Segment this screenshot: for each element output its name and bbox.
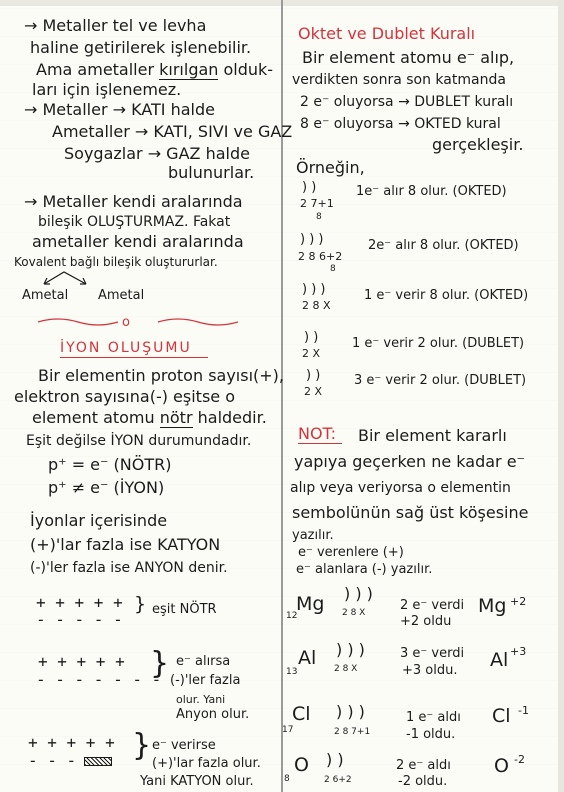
shell-result: 8: [316, 212, 322, 222]
ion-symbol: Cl: [492, 705, 511, 727]
brace-icon: }: [150, 646, 170, 681]
element-symbol: O: [294, 754, 309, 776]
element-symbol: Cl: [292, 703, 311, 725]
shell-arcs-icon: ) ) ): [302, 282, 326, 297]
note-line: Ama ametaller kırılgan olduk-: [36, 60, 274, 79]
row-text: 3 e⁻ verdi: [400, 646, 465, 661]
shell-arcs-icon: ) ) ): [344, 584, 373, 603]
example-text: 2e⁻ alır 8 olur. (OKTED): [368, 238, 519, 253]
note-line: (+)'lar fazla ise KATYON: [30, 535, 221, 554]
section-heading: Oktet ve Dublet Kuralı: [298, 24, 476, 43]
note-line: Kovalent bağlı bileşik oluştururlar.: [14, 255, 218, 269]
note-line: 8 e⁻ oluyorsa → OKTED kural: [300, 116, 501, 132]
plus-charges: + + + + +: [38, 652, 125, 671]
note-line: sembolünün sağ üst köşesine: [292, 503, 529, 522]
note-line: e⁻ alanlara (-) yazılır.: [296, 562, 433, 577]
formula: p⁺ = e⁻ (NÖTR): [48, 455, 172, 474]
element-symbol: Mg: [296, 593, 325, 615]
row-text: +2 oldu: [400, 614, 452, 629]
example-text: 1 e⁻ verir 8 olur. (OKTED): [364, 288, 529, 303]
note-line: e⁻ verirse: [152, 738, 216, 753]
note-line: Anyon olur.: [176, 707, 250, 722]
shell-arcs-icon: ) ): [326, 750, 344, 769]
note-line: 2 e⁻ oluyorsa → DUBLET kuralı: [300, 94, 514, 110]
note-line: Eşit değilse İYON durumundadır.: [26, 433, 252, 449]
shell-numbers: 2 8 X: [342, 608, 366, 618]
note-line: bulunurlar.: [168, 163, 255, 182]
shell-arcs-icon: ) ) ): [300, 232, 324, 247]
note-line: bileşik OLUŞTURMAZ. Fakat: [38, 214, 231, 230]
note-line: element atomu nötr haldedir.: [32, 408, 267, 427]
ion-charge: +3: [510, 645, 527, 658]
note-label: NOT:: [298, 424, 336, 443]
atomic-number: 12: [286, 611, 298, 621]
minus-charges: - - - - - - -: [36, 670, 162, 689]
element-symbol: Al: [298, 647, 317, 669]
plus-charges: + + + + +: [36, 593, 123, 612]
note-line: → Metaller kendi aralarında: [24, 192, 243, 211]
note-line: yazılır.: [292, 528, 334, 543]
minus-charges: - - - - -: [36, 610, 123, 629]
shell-numbers: 2 8 6+2: [298, 250, 343, 263]
brace-icon: }: [134, 593, 147, 615]
row-text: -1 oldu.: [406, 727, 456, 742]
shell-arcs-icon: ) ) ): [336, 702, 365, 721]
row-text: 1 e⁻ aldı: [406, 710, 461, 725]
ion-charge: -1: [518, 704, 529, 717]
shell-numbers: 2 X: [302, 347, 321, 360]
separator-mark: o: [122, 315, 130, 330]
shell-result: 8: [330, 264, 336, 274]
note-line: (+)'lar fazla olur.: [152, 756, 261, 771]
shell-arcs-icon: ) ): [304, 330, 319, 345]
atomic-number: 17: [282, 725, 294, 735]
note-line: Soygazlar → GAZ halde: [64, 144, 250, 163]
note-line: Ametal: [22, 288, 69, 303]
note-line: ları için işlenemez.: [32, 80, 182, 99]
note-line: Örneğin,: [296, 158, 365, 177]
shell-numbers: 2 X: [304, 385, 323, 398]
bond-arrow-icon: [40, 268, 90, 288]
row-text: -2 oldu.: [398, 774, 448, 789]
formula: p⁺ ≠ e⁻ (İYON): [48, 478, 165, 497]
note-line: e⁻ alırsa: [176, 654, 231, 669]
shell-numbers: 2 6+2: [324, 775, 352, 785]
note-line: alıp veya veriyorsa o elementin: [290, 480, 511, 496]
ion-symbol: O: [494, 755, 509, 777]
note-line: Bir elementin proton sayısı(+),: [38, 366, 285, 385]
ion-symbol: Al: [490, 649, 509, 671]
row-text: 2 e⁻ verdi: [400, 598, 465, 613]
section-heading: İYON OLUŞUMU: [60, 340, 192, 356]
note-line: Ametal: [98, 288, 145, 303]
note-line: Ametaller → KATI, SIVI ve GAZ: [52, 122, 293, 141]
brace-icon: }: [132, 728, 152, 763]
shell-numbers: 2 7+1: [300, 197, 334, 210]
note-line: e⁻ verenlere (+): [298, 545, 404, 560]
note-line: yapıya geçerken ne kadar e⁻: [294, 452, 525, 471]
atomic-number: 8: [284, 774, 290, 784]
note-line: (-)'ler fazla: [170, 673, 241, 688]
note-line: Bir element atomu e⁻ alıp,: [302, 48, 515, 67]
example-text: 1e⁻ alır 8 olur. (OKTED): [356, 184, 507, 199]
note-line: verdikten sonra son katmanda: [292, 72, 506, 88]
plus-charges: + + + + +: [28, 733, 115, 752]
note-line: Yani KATYON olur.: [140, 774, 254, 789]
atomic-number: 13: [286, 667, 298, 677]
note-line: olur. Yani: [176, 693, 226, 706]
row-text: +3 oldu.: [402, 663, 458, 678]
shell-arcs-icon: ) ) ): [336, 640, 365, 659]
note-line: elektron sayısına(-) eşitse o: [14, 387, 235, 406]
shell-arcs-icon: ) ): [306, 368, 321, 383]
page-edge-right: [558, 0, 564, 792]
note-line: ametaller kendi aralarında: [32, 232, 244, 251]
heading-underline: [60, 357, 208, 358]
row-text: 2 e⁻ aldı: [396, 758, 451, 773]
example-text: 1 e⁻ verir 2 olur. (DUBLET): [352, 336, 525, 351]
section-separator: [38, 314, 238, 328]
note-line: haline getirilerek işlenebilir.: [30, 38, 252, 57]
ion-charge: +2: [510, 595, 527, 608]
minus-charges: - - -: [28, 751, 77, 770]
ion-symbol: Mg: [478, 595, 507, 617]
note-underline: [298, 443, 342, 444]
note-line: → Metaller tel ve levha: [24, 16, 207, 35]
shell-numbers: 2 8 X: [334, 664, 358, 674]
note-line: gerçekleşir.: [432, 135, 524, 154]
note-line: (-)'ler fazla ise ANYON denir.: [30, 560, 228, 576]
shell-numbers: 2 8 X: [302, 299, 331, 312]
note-line: → Metaller → KATI halde: [24, 100, 215, 119]
column-divider: [281, 0, 283, 792]
example-text: 3 e⁻ verir 2 olur. (DUBLET): [354, 373, 527, 388]
note-line: eşit NÖTR: [152, 602, 217, 617]
ion-charge: -2: [514, 753, 525, 766]
crossed-out-charges: [84, 757, 112, 766]
note-line: Bir element kararlı: [358, 426, 507, 445]
shell-arcs-icon: ) ): [302, 180, 317, 195]
note-line: İyonlar içerisinde: [30, 511, 168, 530]
shell-numbers: 2 8 7+1: [334, 727, 371, 737]
